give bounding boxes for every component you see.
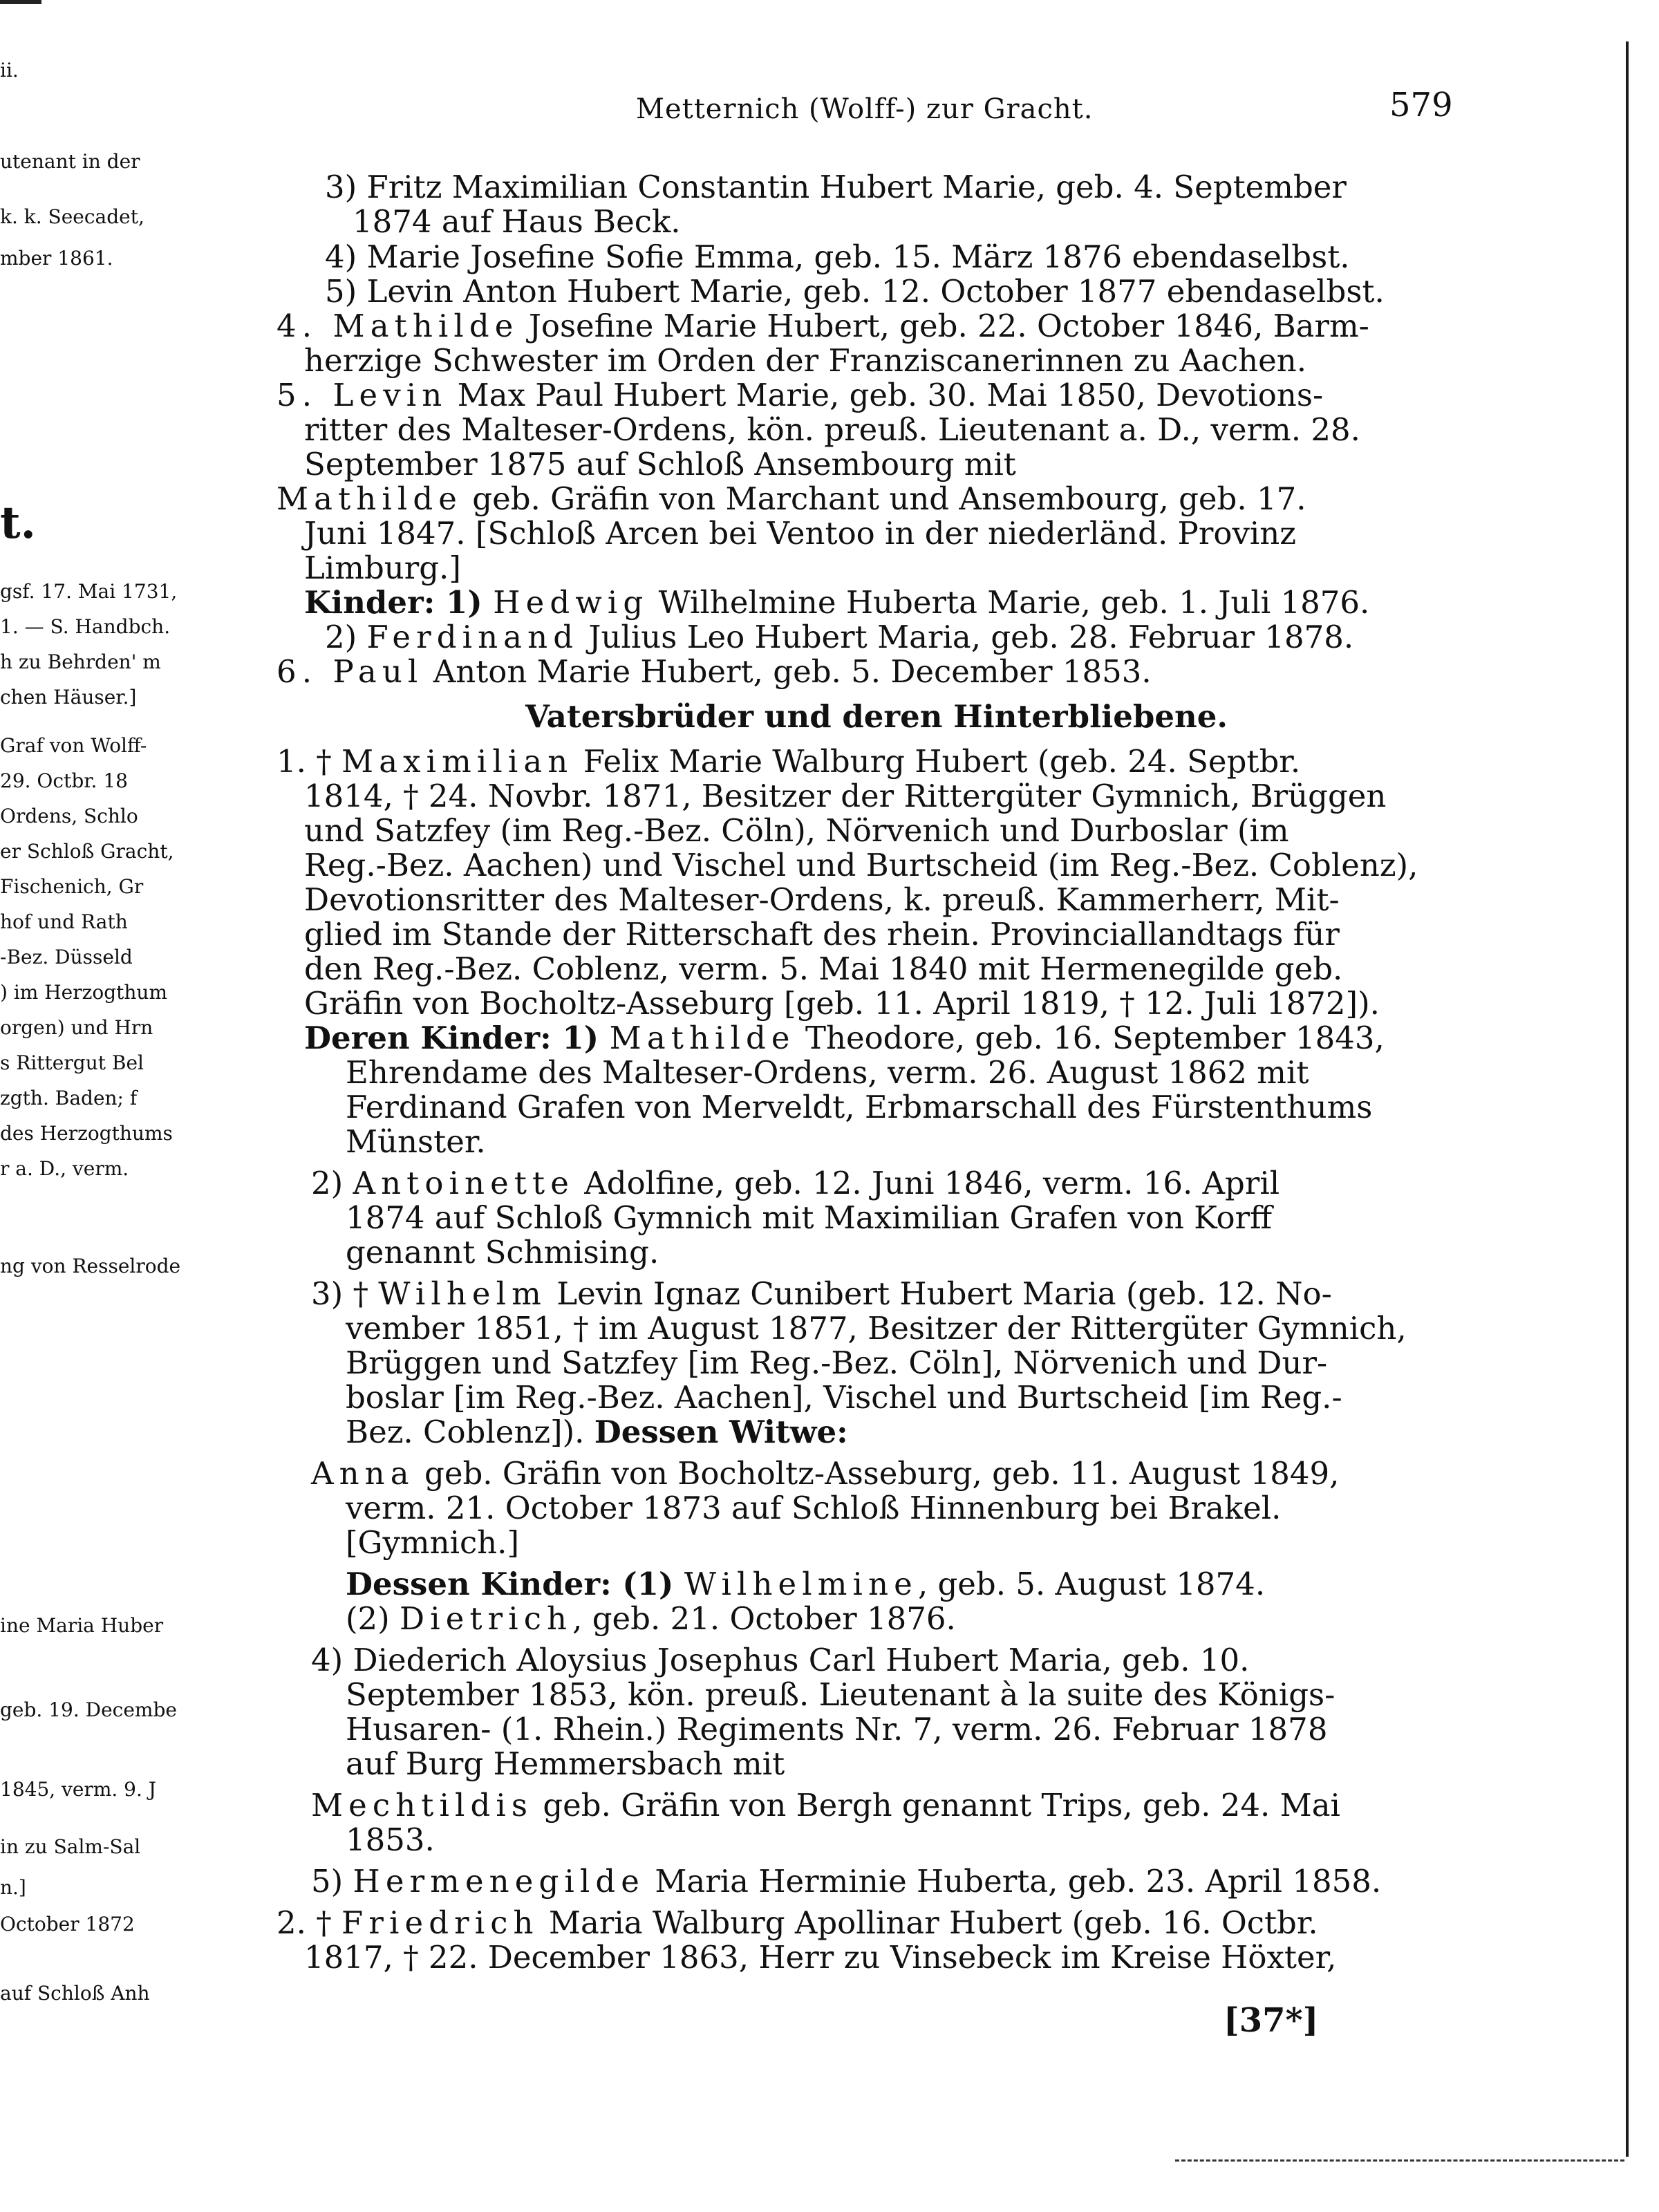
fragment-line: ine Maria Huber [0, 1614, 164, 1637]
text-line: herzige Schwester im Orden der Franziscanerinnen zu Aachen. [304, 342, 1307, 379]
fragment-line: k. k. Seecadet, [0, 205, 144, 228]
text-line: 3) Fritz Maximilian Constantin Hubert Marie, geb. 4. September [325, 169, 1347, 205]
text-line: Limburg.] [304, 550, 461, 586]
fragment-line: ) im Herzogthum [0, 981, 168, 1004]
spaced-name: 5. Levin [276, 377, 448, 413]
fragment-line: r a. D., verm. [0, 1157, 129, 1180]
text-run: 2. † [276, 1904, 342, 1941]
text-line [304, 1020, 1385, 1056]
text-line: boslar [im Reg.-Bez. Aachen], Vischel und Burtscheid [im Reg.- [346, 1379, 1342, 1416]
running-title: Metternich (Wolff-) zur Gracht. [636, 93, 1094, 125]
spaced-name: Mechtildis [311, 1787, 534, 1824]
text-line [276, 308, 1369, 344]
text-run: Maria Walburg Apollinar Hubert (geb. 16. Octbr. [538, 1904, 1318, 1941]
text-run: Wilhelmine Huberta Marie, geb. 1. Juli 1876. [648, 584, 1370, 621]
text-run: Maria Herminie Huberta, geb. 23. April 1858. [645, 1863, 1382, 1900]
fragment-line: auf Schloß Anh [0, 1982, 150, 2005]
spaced-name: 6. Paul [276, 653, 424, 690]
text-run: 2) [311, 1165, 353, 1201]
fragment-line: chen Häuser.] [0, 686, 137, 709]
fragment-line: des Herzogthums [0, 1122, 173, 1145]
text-line [311, 1455, 1340, 1492]
text-line: Gräfin von Bocholtz-Asseburg [geb. 11. April 1819, † 12. Juli 1872]). [304, 985, 1380, 1022]
fragment-line: gsf. 17. Mai 1731, [0, 580, 178, 603]
text-run: Bez. Coblenz]). [346, 1414, 594, 1450]
text-line [311, 1275, 1332, 1312]
fragment-line: hof und Rath [0, 910, 128, 933]
fragment-line: 1. — S. Handbch. [0, 615, 171, 638]
fragment-line: h zu Behrden' m [0, 650, 161, 673]
text-line: auf Burg Hemmersbach mit [346, 1745, 785, 1782]
text-line [311, 1165, 1280, 1201]
text-line: 4) Marie Josefine Sofie Emma, geb. 15. März 1876 ebendaselbst. [325, 238, 1350, 275]
text-line: 1814, † 24. Novbr. 1871, Besitzer der Rittergüter Gymnich, Brüggen [304, 778, 1387, 814]
fragment-line: -Bez. Düsseld [0, 946, 133, 968]
text-line: verm. 21. October 1873 auf Schloß Hinnenburg bei Brakel. [346, 1490, 1282, 1526]
fragment-line: 29. Octbr. 18 [0, 769, 128, 792]
spaced-name: Dietrich [400, 1600, 573, 1637]
text-run: Adolfine, geb. 12. Juni 1846, verm. 16. April [574, 1165, 1280, 1201]
bottom-dashed-rule [1175, 2159, 1624, 2164]
text-line: September 1853, kön. preuß. Lieutenant à la suite des Königs- [346, 1676, 1335, 1713]
text-line: und Satzfey (im Reg.-Bez. Cöln), Nörvenich und Durboslar (im [304, 812, 1289, 849]
text-run: 3) † [311, 1275, 379, 1312]
text-line: Husaren- (1. Rhein.) Regiments Nr. 7, verm. 26. Februar 1878 [346, 1711, 1328, 1747]
text-line: 4) Diederich Aloysius Josephus Carl Hubert Maria, geb. 10. [311, 1642, 1250, 1678]
text-line: vember 1851, † im August 1877, Besitzer der Rittergüter Gymnich, [346, 1310, 1407, 1347]
text-line: Ehrendame des Malteser-Ordens, verm. 26. August 1862 mit [346, 1054, 1309, 1091]
text-line [346, 1414, 848, 1450]
text-run: Julius Leo Hubert Maria, geb. 28. Februar 1878. [579, 619, 1354, 655]
text-line: September 1875 auf Schloß Ansembourg mit [304, 446, 1016, 482]
text-line [276, 1904, 1318, 1941]
fragment-line: er Schloß Gracht, [0, 840, 174, 863]
text-run: geb. Gräfin von Bocholtz-Asseburg, geb. 11. August 1849, [414, 1455, 1340, 1492]
text-run: geb. Gräfin von Marchant und Ansembourg, geb. 17. [462, 480, 1306, 517]
spaced-name: Ferdinand [366, 619, 579, 655]
text-line: 1874 auf Haus Beck. [353, 203, 681, 240]
text-run: Felix Marie Walburg Hubert (geb. 24. Septbr. [573, 743, 1301, 780]
fragment-heading: t. [0, 497, 36, 549]
spaced-name: Anna [311, 1455, 415, 1492]
fragment-line: orgen) und Hrn [0, 1016, 153, 1039]
label: Kinder: 1) [304, 584, 494, 621]
text-run: 1. † [276, 743, 342, 780]
left-page-fragment [0, 0, 181, 2212]
text-line: Devotionsritter des Malteser-Ordens, k. preuß. Kammerherr, Mit- [304, 881, 1340, 918]
page-number: 579 [1389, 86, 1453, 124]
fragment-line: in zu Salm-Sal [0, 1835, 141, 1858]
text-line: Reg.-Bez. Aachen) und Vischel und Burtscheid (im Reg.-Bez. Coblenz), [304, 847, 1418, 883]
text-run: Anton Marie Hubert, geb. 5. December 1853. [423, 653, 1152, 690]
fragment-line: ng von Resselrode [0, 1255, 181, 1277]
fragment-line: 1845, verm. 9. J [0, 1778, 157, 1801]
spaced-name: Hedwig [493, 584, 649, 621]
spaced-name: 4. Mathilde [276, 308, 519, 344]
text-run: Josefine Marie Hubert, geb. 22. October 1846, Barm- [518, 308, 1369, 344]
text-line: Münster. [346, 1123, 486, 1160]
spaced-name: Wilhelmine [684, 1566, 918, 1602]
text-line: 1817, † 22. December 1863, Herr zu Vinsebeck im Kreise Höxter, [304, 1939, 1337, 1976]
fragment-line: n.] [0, 1876, 26, 1899]
spaced-name: Wilhelm [378, 1275, 547, 1312]
text-line [325, 621, 1353, 653]
spaced-name: Antoinette [353, 1165, 574, 1201]
text-line: den Reg.-Bez. Coblenz, verm. 5. Mai 1840 mit Hermenegilde geb. [304, 950, 1343, 987]
text-line: [Gymnich.] [346, 1524, 520, 1561]
text-run: 2) [325, 619, 367, 655]
text-line [311, 1787, 1340, 1824]
text-line [276, 379, 1323, 411]
text-line [304, 584, 1370, 621]
spaced-name: Hermenegilde [353, 1863, 646, 1900]
text-line [276, 480, 1306, 517]
text-line [276, 653, 1152, 690]
text-line: 1853. [346, 1821, 435, 1858]
text-line: 5) Levin Anton Hubert Marie, geb. 12. October 1877 ebendaselbst. [325, 273, 1385, 310]
text-line: ritter des Malteser-Ordens, kön. preuß. Lieutenant a. D., verm. 28. [304, 411, 1360, 448]
text-run: geb. Gräfin von Bergh genannt Trips, geb. 24. Mai [533, 1787, 1340, 1824]
text-line [346, 1600, 956, 1637]
fragment-line: mber 1861. [0, 247, 113, 270]
page-edge-rule [1626, 41, 1629, 2157]
spaced-name: Friedrich [341, 1904, 539, 1941]
text-run: , geb. 5. August 1874. [917, 1566, 1266, 1602]
text-run: Levin Ignaz Cunibert Hubert Maria (geb. 12. No- [546, 1275, 1332, 1312]
text-run: Max Paul Hubert Marie, geb. 30. Mai 1850, Devotions- [447, 377, 1324, 413]
text-line: genannt Schmising. [346, 1234, 659, 1271]
spaced-name: Mathilde [276, 480, 462, 517]
fragment-line: Fischenich, Gr [0, 875, 144, 898]
text-run: , geb. 21. October 1876. [572, 1600, 956, 1637]
section-heading: Vatersbrüder und deren Hinterbliebene. [525, 698, 1228, 735]
label: Dessen Witwe: [594, 1414, 848, 1450]
fragment-line: ii. [0, 59, 19, 82]
fragment-line: Ordens, Schlo [0, 805, 138, 827]
text-run: 5) [311, 1863, 353, 1900]
text-line [311, 1863, 1382, 1900]
fragment-line: utenant in der [0, 150, 140, 173]
fragment-line: Graf von Wolff- [0, 734, 147, 757]
label: Dessen Kinder: (1) [346, 1566, 684, 1602]
text-line: Ferdinand Grafen von Merveldt, Erbmarschall des Fürstenthums [346, 1089, 1373, 1125]
spaced-name: Mathilde [609, 1020, 796, 1056]
fragment-line: s Rittergut Bel [0, 1051, 144, 1074]
text-line: 1874 auf Schloß Gymnich mit Maximilian Grafen von Korff [346, 1199, 1273, 1236]
fragment-line: October 1872 [0, 1913, 135, 1936]
fragment-line: geb. 19. Decembe [0, 1698, 177, 1721]
text-run: (2) [346, 1600, 400, 1637]
label: Deren Kinder: 1) [304, 1020, 610, 1056]
text-line [276, 743, 1301, 780]
text-line: Juni 1847. [Schloß Arcen bei Ventoo in der niederländ. Provinz [304, 515, 1296, 552]
text-run: Theodore, geb. 16. September 1843, [795, 1020, 1385, 1056]
text-line [346, 1568, 1265, 1600]
signature-mark: [37*] [1224, 2001, 1319, 2040]
fragment-line: zgth. Baden; f [0, 1087, 138, 1109]
text-line: Brüggen und Satzfey [im Reg.-Bez. Cöln], Nörvenich und Dur- [346, 1344, 1328, 1381]
text-line: glied im Stande der Ritterschaft des rhein. Provinciallandtags für [304, 916, 1340, 953]
spaced-name: Maximilian [341, 743, 574, 780]
